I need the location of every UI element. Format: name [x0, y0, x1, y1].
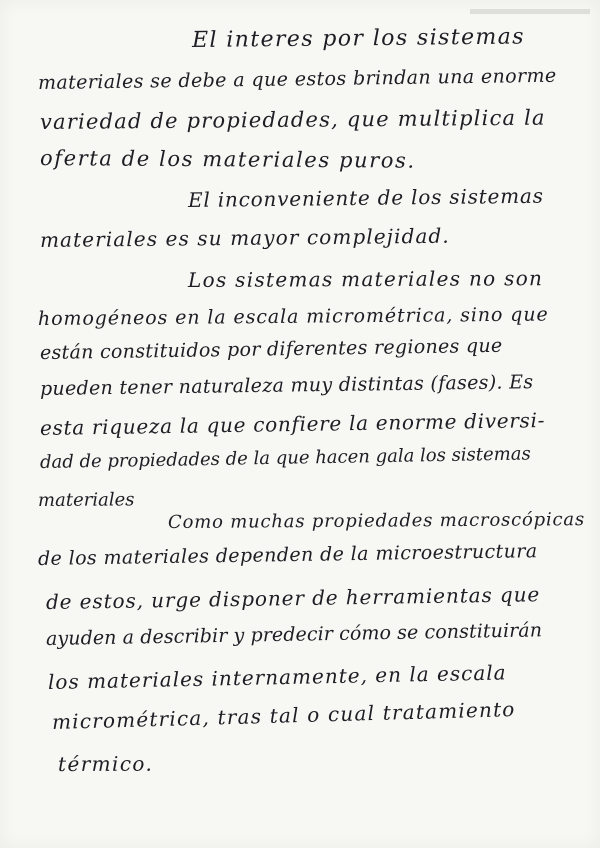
- text-line: están constituidos por diferentes regiones que: [39, 334, 503, 364]
- text-line: dad de propiedades de la que hacen gala los sistemas: [39, 443, 531, 473]
- text-line: El interes por los sistemas: [191, 24, 526, 53]
- text-line: esta riqueza la que confiere la enorme diversi-: [39, 408, 546, 440]
- text-line: homogéneos en la escala micrométrica, sino que: [37, 303, 549, 330]
- text-line: térmico.: [57, 751, 154, 776]
- text-line: de los materiales dependen de la microestructura: [37, 540, 538, 570]
- text-line: de estos, urge disponer de herramientas que: [45, 582, 541, 614]
- text-line: los materiales internamente, en la escala: [47, 660, 507, 694]
- text-line: variedad de propiedades, que multiplica la: [39, 105, 546, 134]
- text-line: micrométrica, tras tal o cual tratamiento: [51, 697, 516, 734]
- text-line: materiales es su mayor complejidad.: [39, 223, 450, 252]
- text-line: pueden tener naturaleza muy distintas (fases). Es: [39, 371, 534, 400]
- text-line: El inconveniente de los sistemas: [187, 183, 544, 212]
- text-line: Los sistemas materiales no son: [187, 266, 544, 292]
- scan-corner-smudge: [470, 6, 590, 18]
- text-line: ayuden a describir y predecir cómo se constituirán: [45, 619, 543, 650]
- text-line: Como muchas propiedades macroscópicas: [167, 509, 586, 533]
- text-line: oferta de los materiales puros.: [39, 146, 416, 173]
- text-line: materiales: [37, 489, 135, 511]
- text-line: materiales se debe a que estos brindan una enorme: [37, 64, 557, 94]
